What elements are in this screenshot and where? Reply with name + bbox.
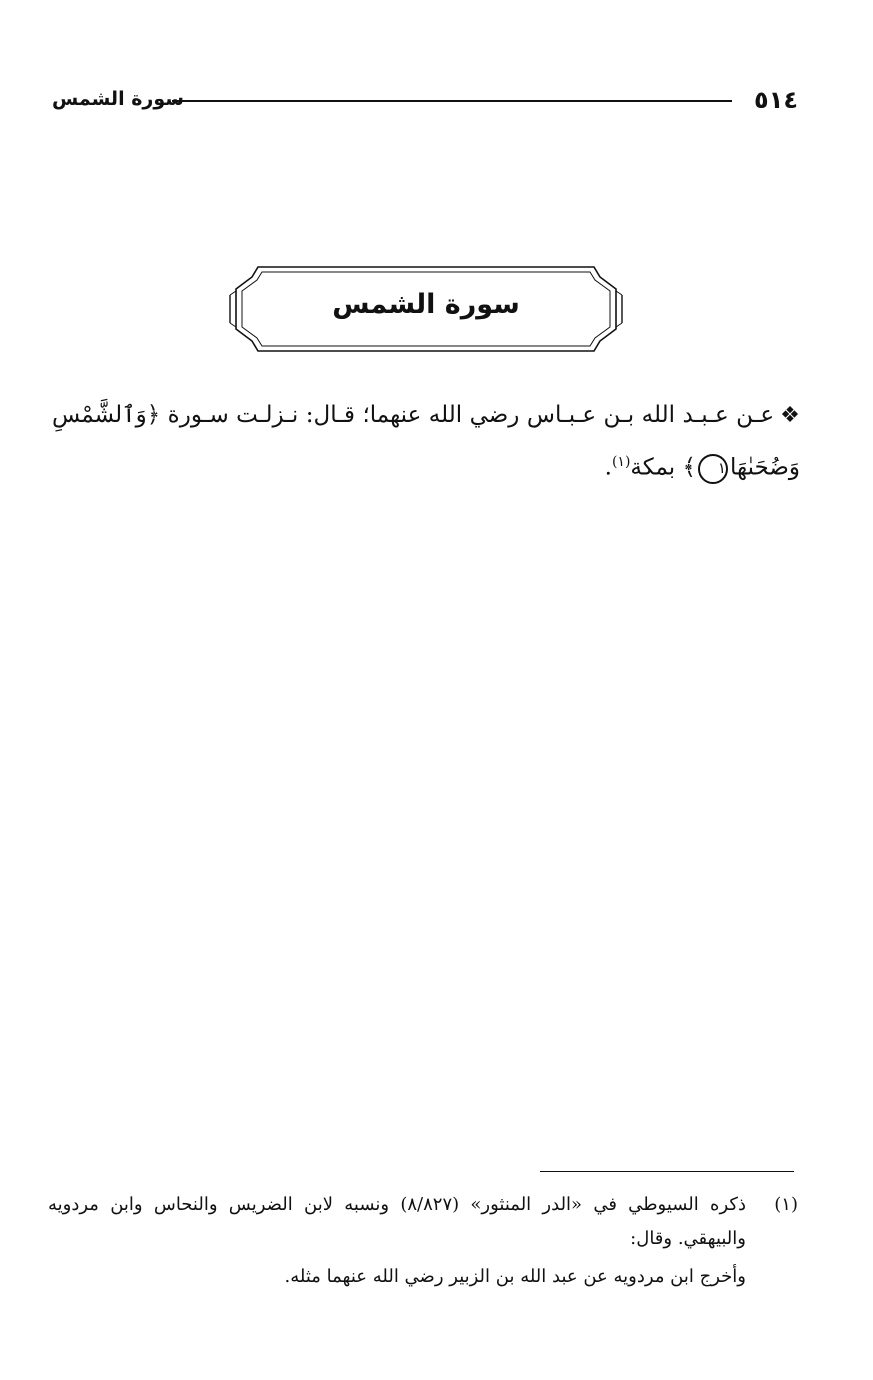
page-number: ٥١٤: [754, 86, 798, 114]
header-rule: [172, 100, 732, 102]
diamond-bullet-icon: ❖: [780, 403, 800, 428]
footnotes: [48, 1188, 798, 1294]
footnote-quote: وأخرج ابن مردويه عن عبد الله بن الزبير رضي الله عنهما مثله.: [284, 1266, 746, 1287]
hadith-paragraph: [52, 392, 800, 491]
footnote-reference: (١): [611, 454, 631, 470]
footnote-separator: [540, 1171, 794, 1172]
hadith-text: عـن عـبـد الله بـن عـبـاس رضي الله عنهما؛ قـال: نـزلـت سـورة ﴿وَٱلشَّمْسِ وَضُحَىٰهَا: [52, 402, 800, 481]
running-title: سورة الشمس: [52, 88, 184, 110]
footnote-number: (١): [774, 1194, 798, 1215]
running-header: [52, 84, 800, 118]
surah-title: سورة الشمس: [332, 289, 520, 320]
ayah-number-marker: ١: [698, 454, 728, 484]
footnote-1: [48, 1188, 798, 1256]
footnote-text: ذكره السيوطي في «الدر المنثور» (٨/٨٢٧) ونسبه لابن الضريس والنحاس وابن مردويه والبيهقي. وقال:: [48, 1194, 746, 1249]
hadith-period: .: [604, 454, 612, 481]
hadith-text-end: ﴾ بمكة: [630, 454, 696, 481]
surah-title-frame: [228, 265, 624, 353]
